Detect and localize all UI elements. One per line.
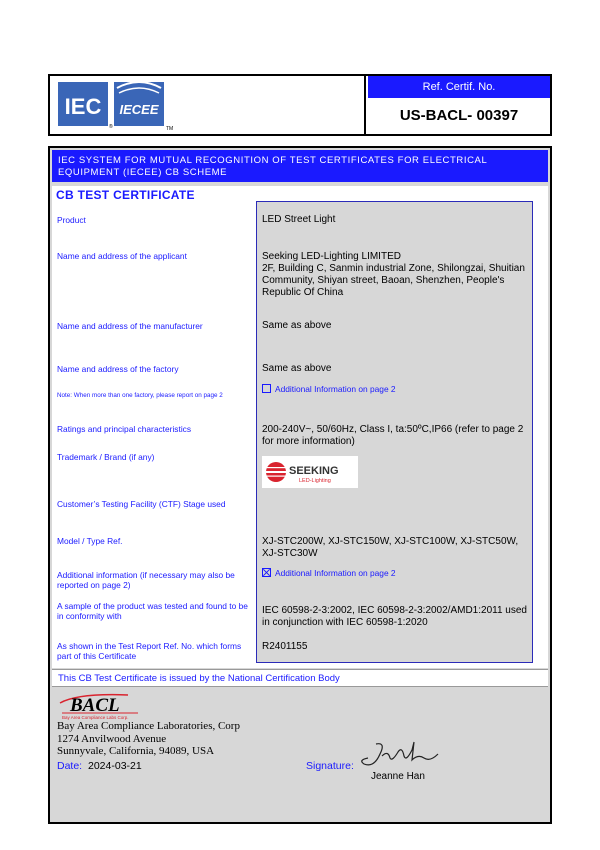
date-label: Date: <box>57 760 83 772</box>
lab-name: Bay Area Compliance Laboratories, Corp <box>57 720 240 732</box>
conformity-value: IEC 60598-2-3:2002, IEC 60598-2-3:2002/AMD1:2011 used in conjunction with IEC 60598-1:2020 <box>262 605 527 628</box>
signature-image <box>356 740 446 772</box>
manufacturer-value: Same as above <box>262 320 332 331</box>
lab-address <box>57 720 240 758</box>
date-value: 2024-03-21 <box>88 760 142 772</box>
applicant-value: Seeking LED-Lighting LIMITED 2F, Building C, Sanmin industrial Zone, Shilongzai, Shuitian Community, Shiyan street, Baoan, Shenzhen, People's Republic Of China <box>262 251 525 298</box>
lab-city: Sunnyvale, California, 94089, USA <box>57 745 215 757</box>
seeking-brand-logo <box>262 456 358 488</box>
factory-value: Same as above <box>262 363 332 374</box>
iec-logo-text: IEC <box>64 94 102 119</box>
ratings-value: 200-240V~, 50/60Hz, Class I, ta:50ºC,IP66 (refer to page 2 for more information) <box>262 424 524 447</box>
checkbox-checked-icon <box>262 568 271 577</box>
test-report-value: R2401155 <box>262 641 308 652</box>
applicant-label: Name and address of the applicant <box>57 251 187 261</box>
brand-tagline: LED-Lighting <box>299 478 331 484</box>
manufacturer-label: Name and address of the manufacturer <box>57 321 203 331</box>
factory-additional-checkbox[interactable] <box>262 384 396 395</box>
checkbox-unchecked-icon <box>262 384 271 393</box>
bacl-logo <box>58 691 148 721</box>
svg-text:TM: TM <box>166 126 174 132</box>
ratings-label: Ratings and principal characteristics <box>57 424 192 434</box>
certificate-title: CB TEST CERTIFICATE <box>56 188 195 202</box>
ctf-label: Customer’s Testing Facility (CTF) Stage used <box>57 499 226 509</box>
product-label: Product <box>57 215 86 225</box>
model-label: Model / Type Ref. <box>57 536 123 546</box>
lab-street: 1274 Anvilwood Avenue <box>57 732 167 745</box>
scheme-title: IEC SYSTEM FOR MUTUAL RECOGNITION OF TEST CERTIFICATES FOR ELECTRICAL EQUIPMENT (IECEE) CB SCHEME <box>52 150 548 182</box>
issuing-body-statement: This CB Test Certificate is issued by the National Certification Body <box>52 669 548 687</box>
trademark-label: Trademark / Brand (if any) <box>57 452 155 462</box>
additional-info-text: Additional Information on page 2 <box>275 568 396 578</box>
bacl-logo-text: BACL <box>70 695 120 716</box>
ref-cert-number: US-BACL- 00397 <box>399 107 519 124</box>
factory-note: Note: When more than one factory, please report on page 2 <box>57 392 223 399</box>
iec-iecee-logo <box>58 80 174 132</box>
product-value: LED Street Light <box>262 214 336 225</box>
brand-name: SEEKING <box>289 465 339 477</box>
additional-info-checkbox[interactable] <box>262 568 396 579</box>
conformity-label: A sample of the product was tested and found to be in conformity with <box>57 601 248 621</box>
additional-info-label: Additional information (if necessary may also be reported on page 2) <box>57 570 235 590</box>
ref-cert-label: Ref. Certif. No. <box>368 76 550 98</box>
factory-label: Name and address of the factory <box>57 364 179 374</box>
model-value: XJ-STC200W, XJ-STC150W, XJ-STC100W, XJ-STC50W, XJ-STC30W <box>262 536 519 559</box>
bacl-logo-subtext: Bay Area Compliance Labs Corp. <box>62 715 129 720</box>
iecee-logo-text: IECEE <box>119 102 159 117</box>
signatory-name: Jeanne Han <box>371 771 425 782</box>
test-report-label: As shown in the Test Report Ref. No. which forms part of this Certificate <box>57 641 242 661</box>
factory-additional-text: Additional Information on page 2 <box>275 384 396 394</box>
svg-text:®: ® <box>109 124 113 130</box>
signature-label: Signature: <box>306 760 354 772</box>
